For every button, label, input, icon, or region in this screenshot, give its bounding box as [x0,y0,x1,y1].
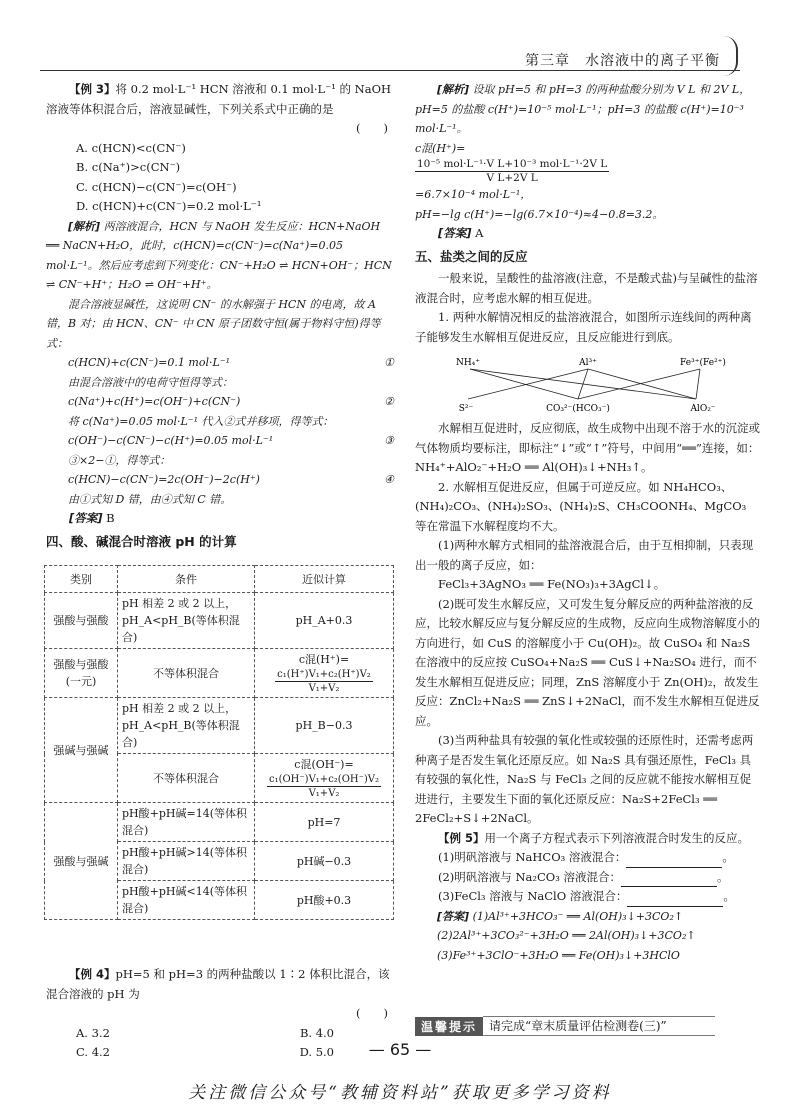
table-cell: pH酸+0.3 [255,881,394,920]
option-c: C. 4.2 [76,1045,110,1059]
ion-reaction-diagram [438,351,738,415]
table-header: 类别 [45,566,118,593]
section-5-intro: 一般来说，呈酸性的盐溶液(注意，不是酸式盐)与呈碱性的盐溶液混合时，应考虑水解的相互促进。 [415,271,758,305]
table-cell: pH_B−0.3 [255,698,394,754]
option-a: A. c(HCN)<c(CN⁻) [76,140,186,155]
link-line [578,369,588,399]
option-d: D. 5.0 [299,1045,334,1059]
table-cell: pH酸+pH碱=14(等体积混合) [118,803,255,842]
table-cell: 不等体积混合 [118,754,255,803]
answer-tag: [答案] [69,511,103,525]
example-5-answer-3: (3)Fe³⁺+3ClO⁻+3H₂O ══ Fe(OH)₃↓+3HClO [437,948,680,962]
diagram-connections [468,369,700,399]
table-header-row [45,566,394,593]
paragraph-5: (2)既可发生水解反应，又可发生复分解反应的两种盐溶液的反应，比较水解反应与复分解反应的生成物，反应向生成物溶解度小的方向进行，如 CuS 的溶解度小于 Cu(OH)₂。故 CuSO₄ 和 Na₂S 在溶液中的反应按 CuSO₄+Na₂S ══ CuS↓+Na₂SO₄ 进行，而不发生水解相互促进反应；同理，ZnS 溶解度小于 Zn(OH)₂，故发生反应：ZnCl₂+Na₂S ══ ZnS↓+2NaCl，而不发生水解相互促进反应。 [415,596,760,728]
option-b: B. c(Na⁺)>c(CN⁻) [76,160,181,174]
combination-line: ③×2−①，得等式： [68,453,171,467]
option-c: C. c(HCN)−c(CN⁻)=c(OH⁻) [76,179,237,194]
example-5-label: 【例 5】 [438,830,485,845]
table-cell: 不等体积混合 [118,649,255,698]
example-5-q3: (3)FeCl₃ 溶液与 NaClO 溶液混合： 。 [415,887,760,907]
charge-conservation-line: 由混合溶液中的电荷守恒得等式： [68,375,233,389]
table-cell: pH=7 [255,803,394,842]
reminder-box [415,1015,715,1037]
option-b: B. 4.0 [299,1025,334,1040]
reminder-text: 请完成“章末质量评估检测卷(三)” [483,1016,715,1036]
analysis-tag: [解析] [68,219,101,233]
paragraph-1: 1. 两种水解情况相反的盐溶液混合，如图所示连线间的两种离子能够发生水解相互促进反应，且反应能进行到底。 [415,310,752,344]
example-4-label: 【例 4】 [69,967,116,981]
example-5-answer-2: (2)2Al³⁺+3CO₃²⁻+3H₂O ══ 2Al(OH)₃↓+3CO₂↑ [437,929,696,942]
ion-s: S²⁻ [458,404,473,414]
example-3-options [46,139,394,217]
table-cell-formula: c混(H⁺)= $\frac{\text{c₁(H⁺)V₁+c₂(H⁺)V₂}}{\text{V₁+V₂}}$ [255,649,394,698]
paragraph-2: 水解相互促进时，反应彻底，故生成物中出现不溶于水的沉淀或气体物质均要标注，即标注“↓”或“↑”符号，中间用“══”连接，如：NH₄⁺+AlO₂⁻+H₂O ══ Al(OH)₃↓+NH₃↑。 [415,421,760,474]
table-cell: 强酸与强酸(一元) [45,649,118,698]
example-4-stem: 【例 4】pH=5 和 pH=3 的两种盐酸以 1∶2 体积比混合，该混合溶液的 pH 为 [46,967,390,1001]
ion-nh4: NH₄⁺ [455,358,480,368]
example-5-answer-1: [答案] (1)Al³⁺+3HCO₃⁻ ══ Al(OH)₃↓+3CO₂↑ [437,909,684,923]
footer-note: 关注微信公众号“教辅资料站”获取更多学习资料 [188,1083,612,1103]
ion-al: Al³⁺ [578,358,597,368]
table-row [45,649,394,698]
table-cell: pH 相差 2 或 2 以上，pH_A<pH_B(等体积混合) [118,698,255,754]
example-3-answer: [答案] B [69,511,115,525]
ion-alo2: AlO₂⁻ [689,404,716,414]
example-4-answer-paren: ( ) [356,1006,388,1020]
substitution-line: 将 c(Na⁺)=0.05 mol·L⁻¹ 代入②式并移项，得等式： [68,414,334,428]
reminder-label: 温馨提示 [415,1017,483,1036]
equation-3: c(OH⁻)−c(CN⁻)−c(H⁺)=0.05 mol·L⁻¹ ③ [68,434,394,447]
answer-blank[interactable] [627,894,723,907]
example-3-label: 【例 3】 [69,82,116,96]
example-3-stem: 【例 3】将 0.2 mol·L⁻¹ HCN 溶液和 0.1 mol·L⁻¹ 的 NaOH 溶液等体积混合后，溶液显碱性，下列关系式中正确的是 [46,82,392,116]
paragraph-6: (3)当两种盐具有较强的氧化性或较强的还原性时，还需考虑两种离子是否发生氧化还原反应。如 Na₂S 具有强还原性，FeCl₃ 具有较强的氧化性，Na₂S 与 FeCl₃ 之间的反应就不能按水解相互促进进行，主要发生下面的氧化还原反应：Na₂S+2FeCl₃ ══ 2FeCl₂+S↓+2NaCl。 [415,733,754,825]
table-cell: pH酸+pH碱>14(等体积混合) [118,842,255,881]
answer-tag: [答案] [438,226,472,240]
header-rule [40,70,740,71]
table-cell: 强酸与强酸 [45,593,118,649]
paragraph-4: (1)两种水解方式相同的盐溶液混合后，由于互相抑制，只表现出一般的离子反应，如： [415,538,754,572]
table-cell: pH碱−0.3 [255,842,394,881]
link-line [588,369,696,399]
example-5-q2: (2)明矾溶液与 Na₂CO₃ 溶液混合： 。 [415,868,760,888]
equation-2: c(Na⁺)+c(H⁺)=c(OH⁻)+c(CN⁻) ② [68,395,394,408]
chapter-title: 第三章 水溶液中的离子平衡 [525,53,720,69]
paragraph-3: 2. 水解相互促进反应，但属于可逆反应。如 NH₄HCO₃、(NH₄)₂CO₃、(NH₄)₂SO₃、(NH₄)₂S、CH₃COONH₄、MgCO₃ 等在常温下水解程度均不大。 [415,479,747,533]
equation-1: c(HCN)+c(CN⁻)=0.1 mol·L⁻¹ ① [68,356,394,369]
table-cell: pH_A+0.3 [255,593,394,649]
table-cell: pH 相差 2 或 2 以上，pH_A<pH_B(等体积混合) [118,593,255,649]
option-a: A. 3.2 [76,1025,110,1040]
answer-blank[interactable] [626,855,722,868]
example-3-analysis-2: 混合溶液显碱性，这说明 CN⁻ 的水解强于 HCN 的电离，故 A 错，B 对；由 HCN、CN⁻ 中 CN 原子团数守恒(属于物料守恒)得等式： [46,297,381,350]
link-line [696,369,700,399]
section-5-title: 五、盐类之间的反应 [415,248,528,264]
table-row [45,698,394,754]
ph-calc-table [44,565,394,920]
table-cell: 强酸与强碱 [45,803,118,920]
table-row [45,803,394,842]
answer-blank[interactable] [621,874,717,887]
table-header: 近似计算 [255,566,394,593]
formula-fraction: $\frac{\text{10⁻⁵ mol·L⁻¹·V L+10⁻³ mol·L⁻¹·2V L}}{\text{V L+2V L}}$ [417,158,608,184]
example-5-q1: (1)明矾溶液与 NaHCO₃ 溶液混合： 。 [415,848,760,868]
section-4-title: 四、酸、碱混合时溶液 pH 的计算 [46,533,237,549]
example-3-analysis: [解析] 两溶液混合，HCN 与 NaOH 发生反应：HCN+NaOH ══ NaCN+H₂O，此时，c(HCN)=c(CN⁻)=c(Na⁺)=0.05 mol·L⁻¹。然后应考虑到下列变化：CN⁻+H₂O ⇌ HCN+OH⁻；HCN ⇌ CN⁻+H⁺；H₂O ⇌ OH⁻+H⁺。 [46,219,392,291]
example-3-answer-paren: ( ) [356,121,388,135]
table-cell-formula: c混(OH⁻)= $\frac{\text{c₁(OH⁻)V₁+c₂(OH⁻)V₂}}{\text{V₁+V₂}}$ [255,754,394,803]
ion-fe: Fe³⁺(Fe²⁺) [679,358,726,368]
formula-fraction: $\frac{\text{c₁(OH⁻)V₁+c₂(OH⁻)V₂}}{\text{V₁+V₂}}$ [268,774,380,799]
table-row [45,593,394,649]
right-column [415,80,760,965]
table-header: 条件 [118,566,255,593]
example-4-analysis: [解析] 设取 pH=5 和 pH=3 的两种盐酸分别为 V L 和 2V L，pH=5 的盐酸 c(H⁺)=10⁻⁵ mol·L⁻¹；pH=3 的盐酸 c(H⁺)=10⁻³ mol·L⁻¹。 [415,83,751,135]
paragraph-4-equation: FeCl₃+3AgNO₃ ══ Fe(NO₃)₃+3AgCl↓。 [438,577,666,591]
ion-co3: CO₃²⁻(HCO₃⁻) [545,404,610,414]
formula-fraction: $\frac{\text{c₁(H⁺)V₁+c₂(H⁺)V₂}}{\text{V₁+V₂}}$ [277,669,371,694]
example-5-stem: 【例 5】用一个离子方程式表示下列溶液混合时发生的反应。 [438,830,750,845]
conclusion-line: 由①式知 D 错，由④式知 C 错。 [68,492,232,506]
example-4-answer: [答案] A [438,226,484,240]
left-column [46,80,394,554]
answer-tag: [答案] [437,909,470,923]
mixed-concentration-formula: c混(H⁺)= $\frac{\text{10⁻⁵ mol·L⁻¹·V L+10⁻³ mol·L⁻¹·2V L}}{\text{V L+2V L}}$ =6.7×10⁻⁴ mol·L⁻¹， pH=−lg c(H⁺)=−lg(6.7×10⁻⁴)≈4−0.8=3.2。 [415,141,664,221]
analysis-tag: [解析] [437,83,470,96]
page-header [0,0,800,74]
option-d: D. c(HCN)+c(CN⁻)=0.2 mol·L⁻¹ [76,199,262,213]
table-cell: pH酸+pH碱<14(等体积混合) [118,881,255,920]
page-number: — 65 — [368,1040,432,1059]
link-line [578,369,700,399]
equation-4: c(HCN)−c(CN⁻)=2c(OH⁻)−2c(H⁺) ④ [68,473,394,486]
table-cell: 强碱与强碱 [45,698,118,803]
